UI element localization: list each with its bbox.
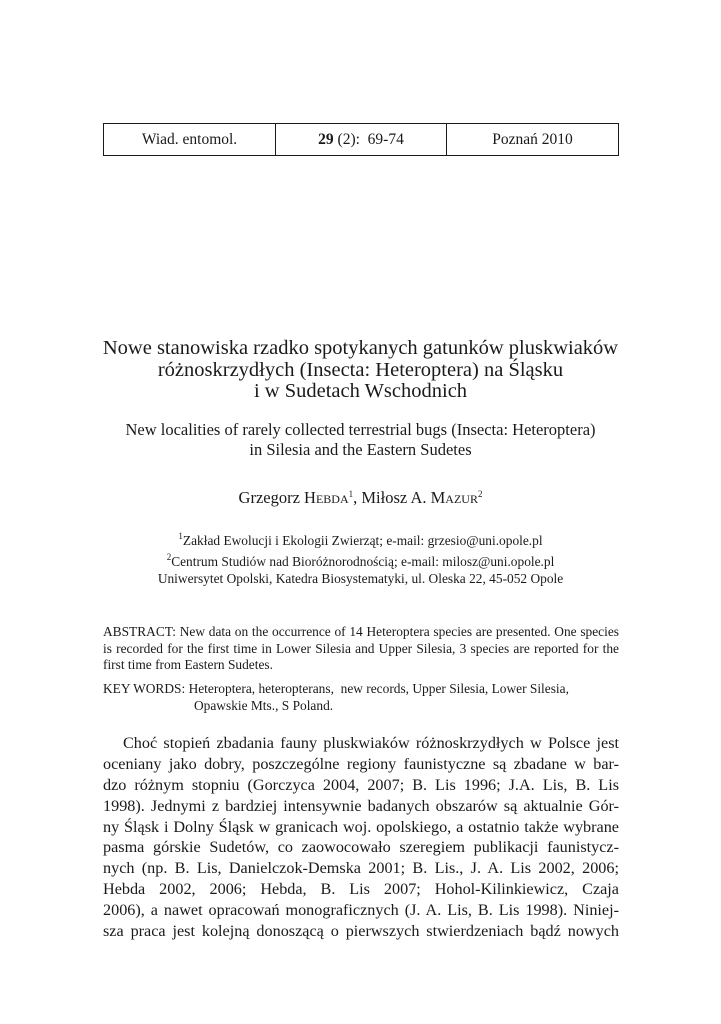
title-en-line: New localities of rarely collected terrestrial bugs (Insecta: Heteroptera) xyxy=(125,420,596,439)
place-year: Poznań 2010 xyxy=(492,130,573,148)
abstract-label: ABSTRACT: xyxy=(103,624,176,639)
author1-affil-mark: 1 xyxy=(348,489,354,499)
title-en-line: in Silesia and the Eastern Sudetes xyxy=(249,440,472,459)
journal-header-box xyxy=(103,123,619,156)
affiliations xyxy=(60,528,661,587)
body-line: Hebda 2002, 2006; Hebda, B. Lis 2007; Hohol-Kilinkiewicz, Czaja xyxy=(103,880,619,899)
volume-number: 29 xyxy=(318,130,334,148)
body-line: dzo różnym stopniu (Gorczyca 2004, 2007; B. Lis 1996; J.A. Lis, B. Lis xyxy=(103,775,619,794)
author2-given: Miłosz A. xyxy=(361,488,431,507)
author1-surname: Hebda xyxy=(304,488,349,507)
keywords-label: KEY WORDS: xyxy=(103,681,186,696)
keywords xyxy=(103,681,619,714)
title-pl-line: Nowe stanowiska rzadko spotykanych gatunków pluskwiaków xyxy=(102,337,619,359)
title-english xyxy=(60,420,661,460)
abstract xyxy=(103,624,619,674)
keywords-line1: Heteroptera, heteropterans, new records, Upper Silesia, Lower Silesia, xyxy=(185,681,569,696)
affil1-mark: 1 xyxy=(178,531,183,541)
body-line: nych (np. B. Lis, Danielczok-Demska 2001; B. Lis., J. A. Lis 2002, 2006; xyxy=(103,859,619,878)
affil1-text: Zakład Ewolucji i Ekologii Zwierząt; e-mail: grzesio@uni.opole.pl xyxy=(182,533,543,548)
author1-given: Grzegorz xyxy=(238,488,305,507)
volume-cell xyxy=(276,124,447,155)
authors-line xyxy=(60,488,661,508)
journal-name-cell xyxy=(104,124,276,155)
title-polish xyxy=(60,338,661,403)
body-line: 2006), a nawet opracowań monograficznych (J. A. Lis, B. Lis 1998). Niniej- xyxy=(103,901,619,920)
author2-surname: Mazur xyxy=(430,488,478,507)
body-line: 1998). Jednymi z bardziej intensywnie badanych obszarów są aktualnie Gór- xyxy=(103,796,619,815)
affil2-mark: 2 xyxy=(166,552,172,562)
author2-affil-mark: 2 xyxy=(477,489,483,499)
keywords-line2: Opawskie Mts., S Poland. xyxy=(194,697,334,713)
body-paragraph xyxy=(103,733,619,942)
title-pl-line: i w Sudetach Wschodnich xyxy=(253,380,468,402)
body-line: sza praca jest kolejną donoszącą o pierwszych stwierdzeniach bądź nowych xyxy=(103,922,619,941)
body-line: oceniany jako dobry, poszczególne regiony faunistyczne są zbadane w bar- xyxy=(103,754,619,773)
place-year-cell xyxy=(447,124,618,155)
affiliation-1 xyxy=(60,528,661,549)
abstract-text: New data on the occurrence of 14 Heteroptera species are presented. One species is recorded for the first time in Lower Silesia and Upper Silesia, 3 species are reported for the first time from Eastern Sudetes. xyxy=(103,624,619,672)
affiliation-2 xyxy=(60,549,661,570)
body-line: ny Śląsk i Dolny Śląsk w granicach woj. opolskiego, a ostatnio także wybrane xyxy=(103,817,619,836)
body-line: Choć stopień zbadania fauny pluskwiaków różnoskrzydłych w Polsce jest xyxy=(123,734,619,752)
affil2-text: Centrum Studiów nad Bioróżnorodnością; e-mail: milosz@uni.opole.pl xyxy=(171,554,555,569)
author-separator: , xyxy=(353,488,362,507)
journal-name: Wiad. entomol. xyxy=(141,130,238,148)
issue-pages: (2): 69-74 xyxy=(333,130,404,148)
affiliation-3: Uniwersytet Opolski, Katedra Biosystematyki, ul. Oleska 22, 45-052 Opole xyxy=(157,571,564,586)
title-pl-line: różnoskrzydłych (Insecta: Heteroptera) na Śląsku xyxy=(157,358,564,381)
body-line: pasma górskie Sudetów, co zaowocowało szeregiem publikacji faunistycz- xyxy=(103,838,619,857)
